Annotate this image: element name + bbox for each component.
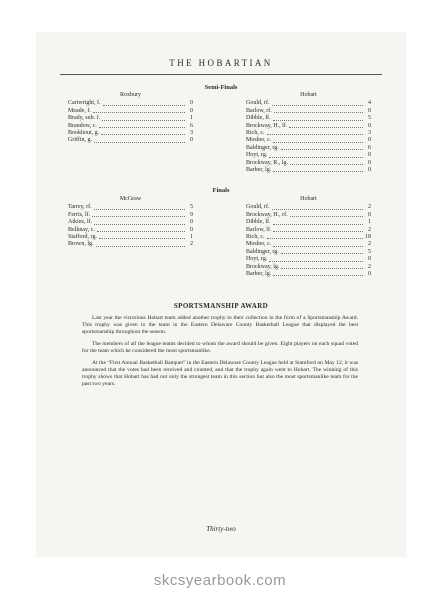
player-score: 2 (368, 263, 371, 270)
player-score: 0 (368, 152, 371, 159)
dot-leader (289, 123, 363, 128)
dot-leader (272, 100, 364, 105)
finals-mcgraw (68, 196, 193, 249)
player-score: 0 (368, 271, 371, 278)
player-score: 5 (190, 204, 193, 211)
dot-leader (92, 212, 185, 217)
dot-leader (274, 108, 363, 113)
player-row (68, 219, 193, 226)
player-name: Mosher, c. (246, 241, 272, 248)
dot-leader (97, 227, 185, 232)
award-text (82, 315, 358, 393)
player-row (246, 256, 371, 263)
player-name: Dibble, lf. (246, 115, 271, 122)
player-name: Brandow, c. (68, 122, 97, 129)
watermark: skcsyearbook.com (153, 572, 287, 589)
player-row (246, 249, 371, 256)
dot-leader (281, 249, 363, 254)
player-row (68, 234, 193, 241)
team-name: Hobart (300, 92, 317, 98)
player-score: 2 (368, 204, 371, 211)
team-name: McGraw (119, 196, 142, 202)
player-score: 1 (190, 234, 193, 241)
player-row (246, 145, 371, 152)
player-row (68, 227, 193, 234)
player-score: 0 (368, 211, 371, 218)
player-score: 2 (190, 241, 193, 248)
dot-leader (269, 152, 363, 157)
player-score: 2 (368, 241, 371, 248)
player-row (246, 241, 371, 248)
player-name: Brown, lg. (68, 241, 94, 248)
dot-leader (94, 219, 185, 224)
dot-leader (273, 241, 363, 246)
player-row (68, 204, 193, 211)
player-row (246, 204, 371, 211)
player-score: 6 (368, 144, 371, 151)
player-score: 0 (368, 159, 371, 166)
player-name: Brockway, H., lf. (246, 122, 288, 129)
player-row (246, 115, 371, 122)
finals-hobart (246, 196, 371, 278)
dot-leader (102, 115, 185, 120)
player-name: Barlow, lf. (246, 226, 272, 233)
player-name: Bookhout, g. (68, 130, 100, 137)
dot-leader (269, 256, 363, 261)
player-row (246, 160, 371, 167)
player-name: Brady, sub. f. (68, 115, 101, 122)
player-score: 0 (190, 137, 193, 144)
award-title: SPORTSMANSHIP AWARD (173, 302, 269, 310)
player-name: Barber, lg. (246, 271, 272, 278)
yearbook-page (36, 32, 406, 557)
dot-leader (93, 108, 185, 113)
award-paragraph: At the “First Annual Basketball Banquet” in the Eastern Delaware County League held at Stamford on May 12, it was announced that the votes had been received and counted, and that the trophy again went to Hobart. The winning of this trophy shows that Hobart has had not only the strongest team in this section but also the most sportsmanlike team for the past two years. (82, 360, 358, 387)
dot-leader (273, 227, 363, 232)
player-row (246, 167, 371, 174)
page-number: Thirty-two (206, 525, 236, 533)
player-name: Atkins, lf. (68, 219, 93, 226)
award-paragraph: Last year the victorious Hobart team added another trophy to their collection in the form of a Sportsmanship Award. This trophy was given to the team in the Eastern Delaware County Basketball League that displayed the best sportsmanship throughout the season. (82, 315, 358, 335)
player-name: Gould, rf. (246, 100, 270, 107)
finals-title: Finals (212, 187, 230, 194)
player-score: 1 (368, 219, 371, 226)
player-score: 0 (368, 256, 371, 263)
player-name: Belknay, c. (68, 226, 95, 233)
player-row (68, 123, 193, 130)
player-score: 18 (365, 234, 371, 241)
player-score: 0 (368, 107, 371, 114)
dot-leader (273, 115, 364, 120)
player-score: 2 (368, 226, 371, 233)
player-name: Dibble, lf. (246, 219, 271, 226)
dot-leader (273, 219, 364, 224)
player-score: 9 (190, 211, 193, 218)
player-row (246, 137, 371, 144)
player-name: Hoyt, rg. (246, 152, 268, 159)
dot-leader (272, 204, 364, 209)
player-name: Ferris, lf. (68, 211, 91, 218)
player-name: Cartwright, f. (68, 100, 101, 107)
player-score: 0 (368, 167, 371, 174)
player-score: 4 (368, 100, 371, 107)
player-row (246, 219, 371, 226)
dot-leader (273, 137, 363, 142)
dot-leader (267, 130, 364, 135)
semi-finals-hobart (246, 92, 371, 174)
dot-leader (96, 241, 186, 246)
dot-leader (290, 212, 363, 217)
player-name: Baldinger, rg. (246, 248, 279, 255)
award-paragraph: The members of all the league teams decided to whom the award should be given. Eight players on each squad voted for the team which he considered the most sportsmanlike. (82, 341, 358, 354)
player-row (246, 271, 371, 278)
player-name: Brockway, H., rf. (246, 211, 288, 218)
player-row (68, 137, 193, 144)
player-score: 3 (190, 130, 193, 137)
semi-finals-title: Semi-Finals (204, 84, 238, 91)
player-row (246, 123, 371, 130)
dot-leader (267, 234, 364, 239)
player-name: Rich, c. (246, 234, 265, 241)
player-name: Tarrey, rf. (68, 204, 92, 211)
player-row (246, 100, 371, 107)
player-row (246, 227, 371, 234)
dot-leader (281, 264, 363, 269)
player-name: Griffin, g. (68, 137, 93, 144)
roster (68, 204, 193, 248)
player-name: Brockway, lg. (246, 263, 280, 270)
roster (68, 100, 193, 144)
player-score: 3 (368, 130, 371, 137)
dot-leader (99, 123, 185, 128)
player-name: Meade, f. (68, 107, 91, 114)
player-score: 5 (368, 248, 371, 255)
dot-leader (94, 204, 185, 209)
player-row (246, 152, 371, 159)
dot-leader (101, 130, 185, 135)
dot-leader (99, 234, 185, 239)
player-score: 0 (368, 122, 371, 129)
player-score: 5 (368, 115, 371, 122)
player-score: 0 (190, 226, 193, 233)
dot-leader (103, 100, 186, 105)
roster (246, 204, 371, 278)
player-name: Rich, c. (246, 130, 265, 137)
player-name: Barber, lg. (246, 167, 272, 174)
player-row (246, 234, 371, 241)
player-name: Mosher, c. (246, 137, 272, 144)
player-row (246, 264, 371, 271)
roster (246, 100, 371, 174)
player-score: 1 (190, 115, 193, 122)
player-name: Baldinger, rg. (246, 144, 279, 151)
dot-leader (94, 137, 185, 142)
team-name: Hobart (300, 196, 317, 202)
player-score: 0 (190, 100, 193, 107)
player-score: 0 (190, 107, 193, 114)
player-name: Brockway, R., lg. (246, 159, 288, 166)
player-row (68, 115, 193, 122)
page-header: THE HOBARTIAN (169, 58, 273, 68)
dot-leader (281, 145, 363, 150)
semi-finals-roxbury (68, 92, 193, 145)
dot-leader (290, 160, 363, 165)
header-rule (60, 74, 382, 75)
player-score: 6 (190, 122, 193, 129)
player-score: 0 (190, 219, 193, 226)
dot-leader (273, 167, 363, 172)
player-name: Hoyt, rg. (246, 256, 268, 263)
player-row (246, 130, 371, 137)
dot-leader (273, 271, 363, 276)
player-name: Barlow, rf. (246, 107, 272, 114)
player-score: 0 (368, 137, 371, 144)
player-row (68, 100, 193, 107)
team-name: Roxbury (120, 92, 141, 98)
player-name: Gould, rf. (246, 204, 270, 211)
player-row (68, 241, 193, 248)
player-name: Stafford, rg. (68, 234, 97, 241)
